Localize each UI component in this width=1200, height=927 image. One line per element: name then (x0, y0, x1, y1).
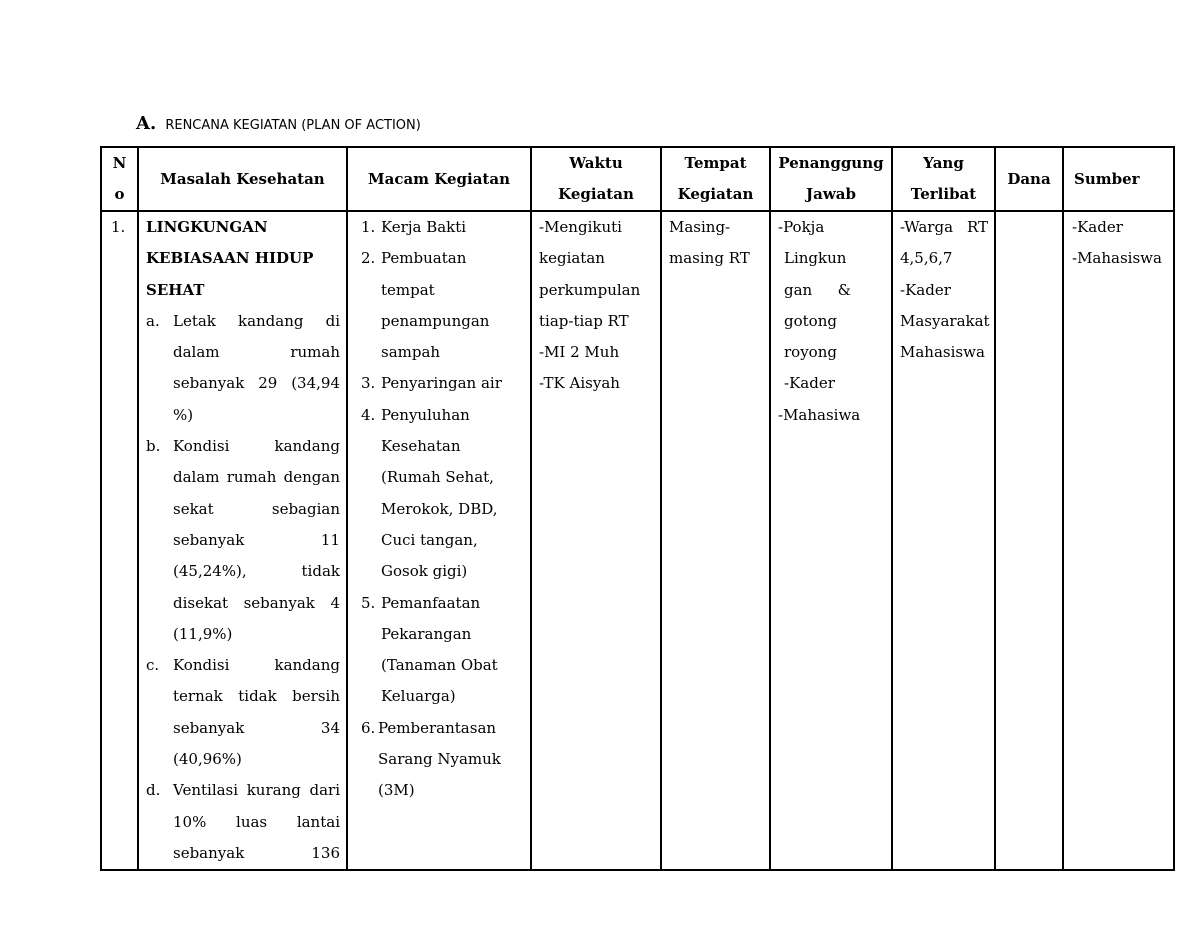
header-row (101, 147, 1174, 211)
masalah-item-marker: d. (146, 781, 161, 800)
table-row (101, 211, 1174, 870)
tempat-line: Masing- (669, 218, 731, 236)
header-masalah: Masalah Kesehatan (138, 147, 347, 211)
waktu-line: perkumpulan (539, 280, 641, 299)
penanggung-line: -Pokja (778, 218, 825, 236)
terlibat-line: Masyarakat (900, 311, 990, 330)
cell-terlibat (892, 211, 995, 870)
masalah-title-line: KEBIASAAN HIDUP (146, 249, 314, 268)
masalah-item-text: Kondisi kandang ternak tidak bersih sebanyak 34 (40,96%) (173, 656, 340, 769)
macam-item-text: Pembuatan tempat penampungan sampah (381, 249, 490, 362)
macam-item (361, 713, 524, 807)
tempat-line: masing RT (669, 249, 750, 268)
macam-item-text: Penyaringan air (381, 374, 502, 393)
header-terlibat (892, 147, 995, 211)
header-macam: Macam Kegiatan (347, 147, 531, 211)
masalah-item-text: Kondisi kandang dalam rumah dengan sekat sebagian sebanyak 11 (45,24%), tidak disekat sebanyak 4 (11,9%) (173, 437, 340, 643)
cell-sumber (1063, 211, 1174, 870)
header-terlibat-line2: Terlibat (910, 185, 977, 203)
section-heading (136, 113, 421, 134)
masalah-item (146, 431, 340, 650)
terlibat-line: 4,5,6,7 (900, 249, 953, 268)
masalah-item-text: Ventilasi kurang dari 10% luas lantai sebanyak 136 (173, 781, 340, 862)
header-no-line2: o (114, 185, 125, 203)
macam-item (361, 212, 524, 243)
cell-masalah (138, 211, 347, 870)
header-tempat-line1: Tempat (684, 154, 747, 172)
macam-item (361, 368, 524, 399)
sumber-line: -Mahasiswa (1072, 249, 1162, 268)
macam-item-marker: 1. (361, 218, 376, 236)
header-terlibat-line1: Yang (923, 154, 964, 172)
masalah-title-line: LINGKUNGAN (146, 218, 268, 236)
terlibat-line: Mahasiswa (900, 343, 985, 362)
row-number: 1. (111, 218, 126, 236)
macam-item-text: Pemberantasan Sarang Nyamuk (3M) (378, 718, 501, 800)
waktu-line: -MI 2 Muh (539, 343, 620, 362)
header-waktu-line2: Kegiatan (558, 185, 634, 203)
waktu-line: kegiatan (539, 249, 605, 268)
cell-penanggung (770, 211, 892, 870)
masalah-item (146, 306, 340, 431)
cell-macam (347, 211, 531, 870)
header-waktu-line1: Waktu (569, 154, 623, 172)
section-letter: A. (136, 113, 157, 134)
macam-item-marker: 5. (361, 593, 376, 612)
masalah-item-marker: c. (146, 656, 160, 675)
cell-no (101, 211, 138, 870)
waktu-line: tiap-tiap RT (539, 311, 629, 330)
macam-item-marker: 4. (361, 405, 376, 424)
macam-item (361, 243, 524, 368)
cell-waktu (531, 211, 661, 870)
macam-item-marker: 3. (361, 374, 376, 393)
penanggung-line: gan & (784, 280, 851, 299)
macam-item (361, 588, 524, 713)
sumber-line: -Kader (1072, 218, 1123, 236)
masalah-item-text: Letak kandang di dalam rumah sebanyak 29 (34,94 %) (173, 311, 340, 424)
section-title: RENCANA KEGIATAN (PLAN OF ACTION) (165, 118, 421, 133)
header-tempat-line2: Kegiatan (677, 185, 754, 203)
plan-of-action-table (100, 146, 1175, 871)
macam-item-text: Kerja Bakti (381, 218, 467, 236)
masalah-item (146, 775, 340, 869)
header-tempat (661, 147, 770, 211)
waktu-line: -Mengikuti (539, 218, 622, 236)
header-dana: Dana (995, 147, 1063, 211)
header-penanggung-line1: Penanggung (778, 154, 884, 172)
cell-tempat (661, 211, 770, 870)
penanggung-line: Lingkun (784, 249, 847, 268)
macam-item-marker: 6. (361, 718, 376, 737)
header-penanggung (770, 147, 892, 211)
waktu-line: -TK Aisyah (539, 374, 620, 393)
penanggung-line: -Kader (784, 374, 835, 393)
terlibat-line: -Warga RT (900, 218, 988, 236)
macam-item (361, 400, 524, 588)
penanggung-line: gotong (784, 311, 837, 330)
penanggung-line: -Mahasiwa (778, 405, 861, 424)
masalah-title-line: SEHAT (146, 280, 205, 299)
macam-item-text: Penyuluhan Kesehatan (Rumah Sehat, Merokok, DBD, Cuci tangan, Gosok gigi) (381, 405, 498, 581)
macam-item-marker: 2. (361, 249, 376, 268)
header-sumber: Sumber (1063, 147, 1174, 211)
masalah-item-marker: a. (146, 311, 160, 330)
cell-dana (995, 211, 1063, 870)
header-no-line1: N (112, 154, 127, 172)
header-waktu (531, 147, 661, 211)
macam-item-text: Pemanfaatan Pekarangan (Tanaman Obat Keluarga) (381, 593, 498, 706)
header-no (101, 147, 138, 211)
terlibat-line: -Kader (900, 280, 951, 299)
header-penanggung-line2: Jawab (806, 185, 856, 203)
masalah-item (146, 650, 340, 775)
masalah-item-marker: b. (146, 437, 161, 456)
penanggung-line: royong (784, 343, 837, 362)
